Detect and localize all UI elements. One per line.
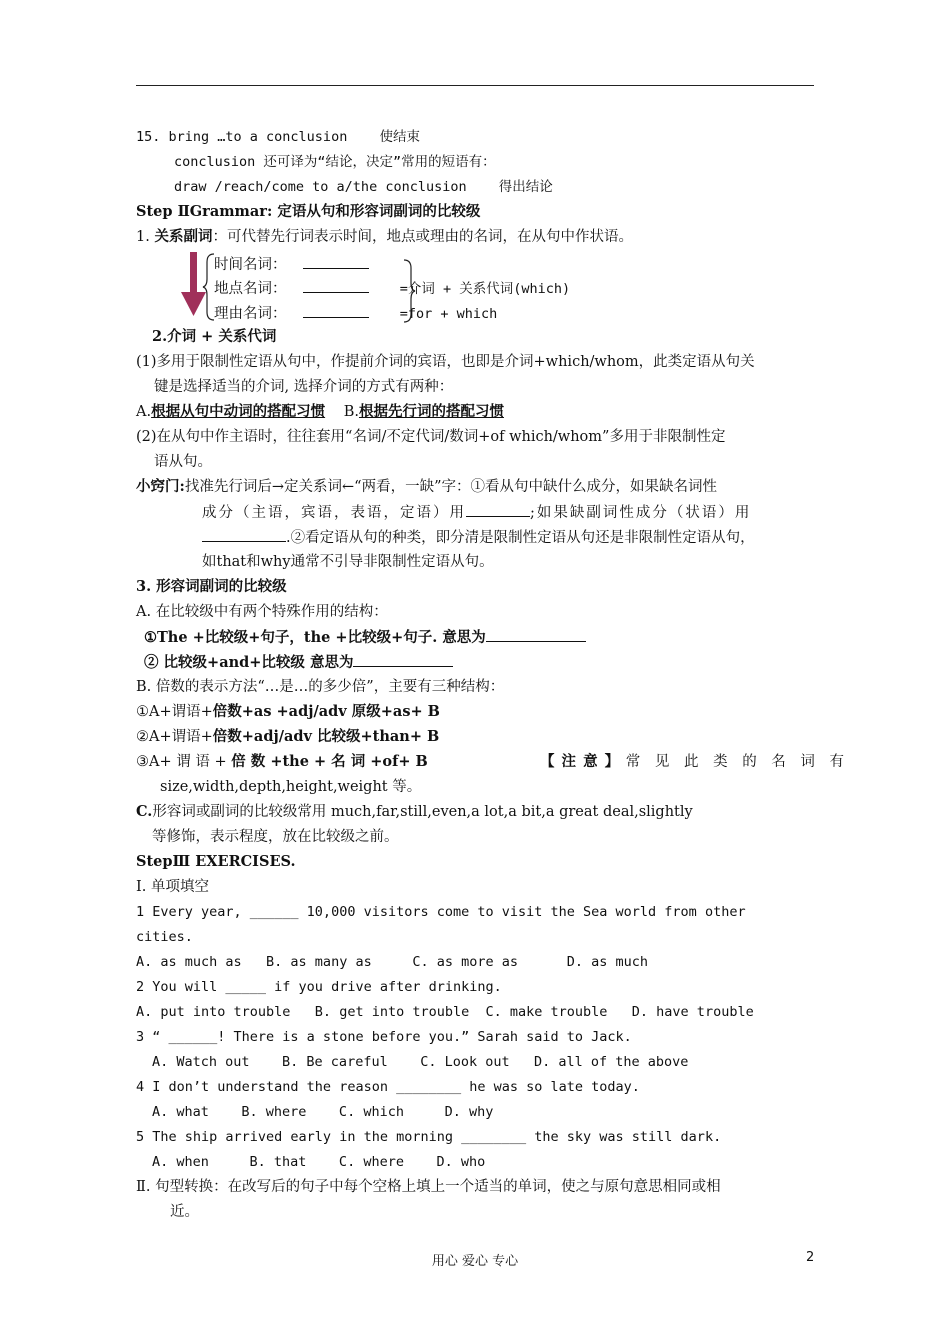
q1: 1 Every year, ______ 10,000 visitors come to visit the Sea world from other [136,904,746,920]
text: ①A+谓语+ [136,704,213,720]
point-2a: (2)在从句中作主语时，往往套用“名词/不定代词/数词+of which/whom”多用于非限制性定 [136,429,726,445]
item-15 [136,127,420,147]
tip-label: 小窍门: [136,478,185,495]
blank [303,303,369,318]
comp-c-2: 等修饰，表示程度，放在比较级之前。 [152,829,399,845]
grammar-1 [136,227,633,247]
phrase: draw /reach/come to a/the conclusion [174,179,467,195]
text: ;如果缺副词性成分（状语）用 [530,505,752,521]
structure: 倍数+as +adj/adv 原级+as+ B [212,703,440,720]
meaning: 得出结论 [498,179,553,195]
text: ②A+谓语+ [136,729,213,745]
text: ①The +比较级+句子，the +比较级+句子. 意思为 [144,629,486,646]
blank [466,502,530,517]
label: C. [136,803,153,820]
blank [486,627,586,642]
point-1a: (1)多用于限制性定语从句中，作提前介词的宾语，也即是介词+which/whom，此类定语从句关 [136,354,755,370]
point-1b: 键是选择适当的介词, 选择介词的方式有两种： [154,379,454,395]
text: 根据先行词的搭配习惯 [358,403,504,420]
note-text: 常 见 此 类 的 名 词 有 [625,754,850,770]
label: 地点名词： [214,281,287,297]
text: .②看定语从句的种类，即分清是限制性定语从句还是非限制性定语从句， [286,530,755,546]
structure: 倍数+adj/adv 比较级+than+ B [212,728,440,745]
grammar-3: 3. 形容词副词的比较级 [136,578,287,595]
note [540,752,849,772]
tip-line-3 [202,527,755,548]
q4: 4 I don’t understand the reason ________ he was so late today. [136,1079,640,1095]
text: 成分（主语，宾语，表语，定语）用 [202,505,466,521]
q5: 5 The ship arrived early in the morning ________ the sky was still dark. [136,1129,722,1145]
point-ab [136,402,504,422]
comp-a: A. 在比较级中有两个特殊作用的结构： [136,604,388,620]
text: 根据从句中动词的搭配习惯 [151,403,326,420]
text: 形容词或副词的比较级常用 much,far,still,even,a lot,a bit,a great deal,slightly [152,804,693,820]
phrase: 15. bring …to a conclusion [136,129,348,145]
rel-time [214,254,369,275]
exercise-1-heading: I. 单项填空 [136,879,209,895]
q5-options: A. when B. that C. where D. who [152,1154,486,1170]
text: ③A+ 谓 语 + [136,754,232,770]
q1-options: A. as much as B. as many as C. as more as D. as much [136,954,649,970]
comp-b: B. 倍数的表示方法“…是…的多少倍”，主要有三种结构： [136,679,505,695]
blank [202,527,286,542]
q3: 3 “ ______! There is a stone before you.” Sarah said to Jack. [136,1029,632,1045]
comp-c [136,802,693,822]
exercise-2-heading: Ⅱ. 句型转换：在改写后的句子中每个空格上填上一个适当的单词，使之与原句意思相同或相 [136,1179,721,1195]
comp-2 [144,652,453,673]
times-3 [136,752,850,772]
q3-options: A. Watch out B. Be careful C. Look out D. all of the above [152,1054,689,1070]
times-2 [136,727,439,747]
label: B. [343,404,359,420]
blank [303,254,369,269]
page-number: 2 [806,1250,815,1265]
tip-line-1 [136,477,717,497]
grammar-2: 2.介词 + 关系代词 [152,328,277,345]
rel-reason [214,303,497,324]
q4-options: A. what B. where C. which D. why [152,1104,494,1120]
label: 理由名词： [214,306,287,322]
comp-1 [144,627,586,648]
blank [303,278,369,293]
item-15-phrase [174,177,553,197]
q2-options: A. put into trouble B. get into trouble C. make trouble D. have trouble [136,1004,754,1020]
note-label: 【 注 意 】 [540,753,621,770]
footer: 用心 爱心 专心 [431,1254,519,1269]
point-2b: 语从句。 [154,454,212,470]
step3-heading: StepⅢ EXERCISES. [136,853,296,870]
equation: =for + which [399,306,498,322]
rel-place [214,278,570,299]
structure: 倍 数 +the + 名 词 +of+ B [231,753,428,770]
exercise-2-heading-cont: 近。 [170,1204,199,1220]
text: ② 比较级+and+比较级 意思为 [144,654,354,671]
tip-line-2 [202,502,751,523]
header-rule [136,85,814,86]
label: 时间名词： [214,257,287,273]
item-15-note: conclusion 还可译为“结论，决定”常用的短语有： [174,154,496,170]
step2-heading: Step ⅡGrammar: 定语从句和形容词副词的比较级 [136,203,481,220]
num: 1. [136,229,150,245]
tip-line-4: 如that和why通常不引导非限制性定语从句。 [202,554,494,570]
times-1 [136,702,440,722]
text: ：可代替先行词表示时间，地点或理由的名词，在从句中作状语。 [212,229,633,245]
label: A. [136,404,152,420]
text: 找准先行词后→定关系词←“两看，一缺”字：①看从句中缺什么成分，如果缺名词性 [184,479,717,495]
times-3-b: size,width,depth,height,weight 等。 [160,779,422,795]
meaning: 使结束 [379,129,420,145]
title: 关系副词 [154,228,213,245]
equation: =介词 + 关系代词(which) [399,281,571,297]
q2: 2 You will _____ if you drive after drinking. [136,979,502,995]
blank [353,652,453,667]
q1-cont: cities. [136,929,193,945]
